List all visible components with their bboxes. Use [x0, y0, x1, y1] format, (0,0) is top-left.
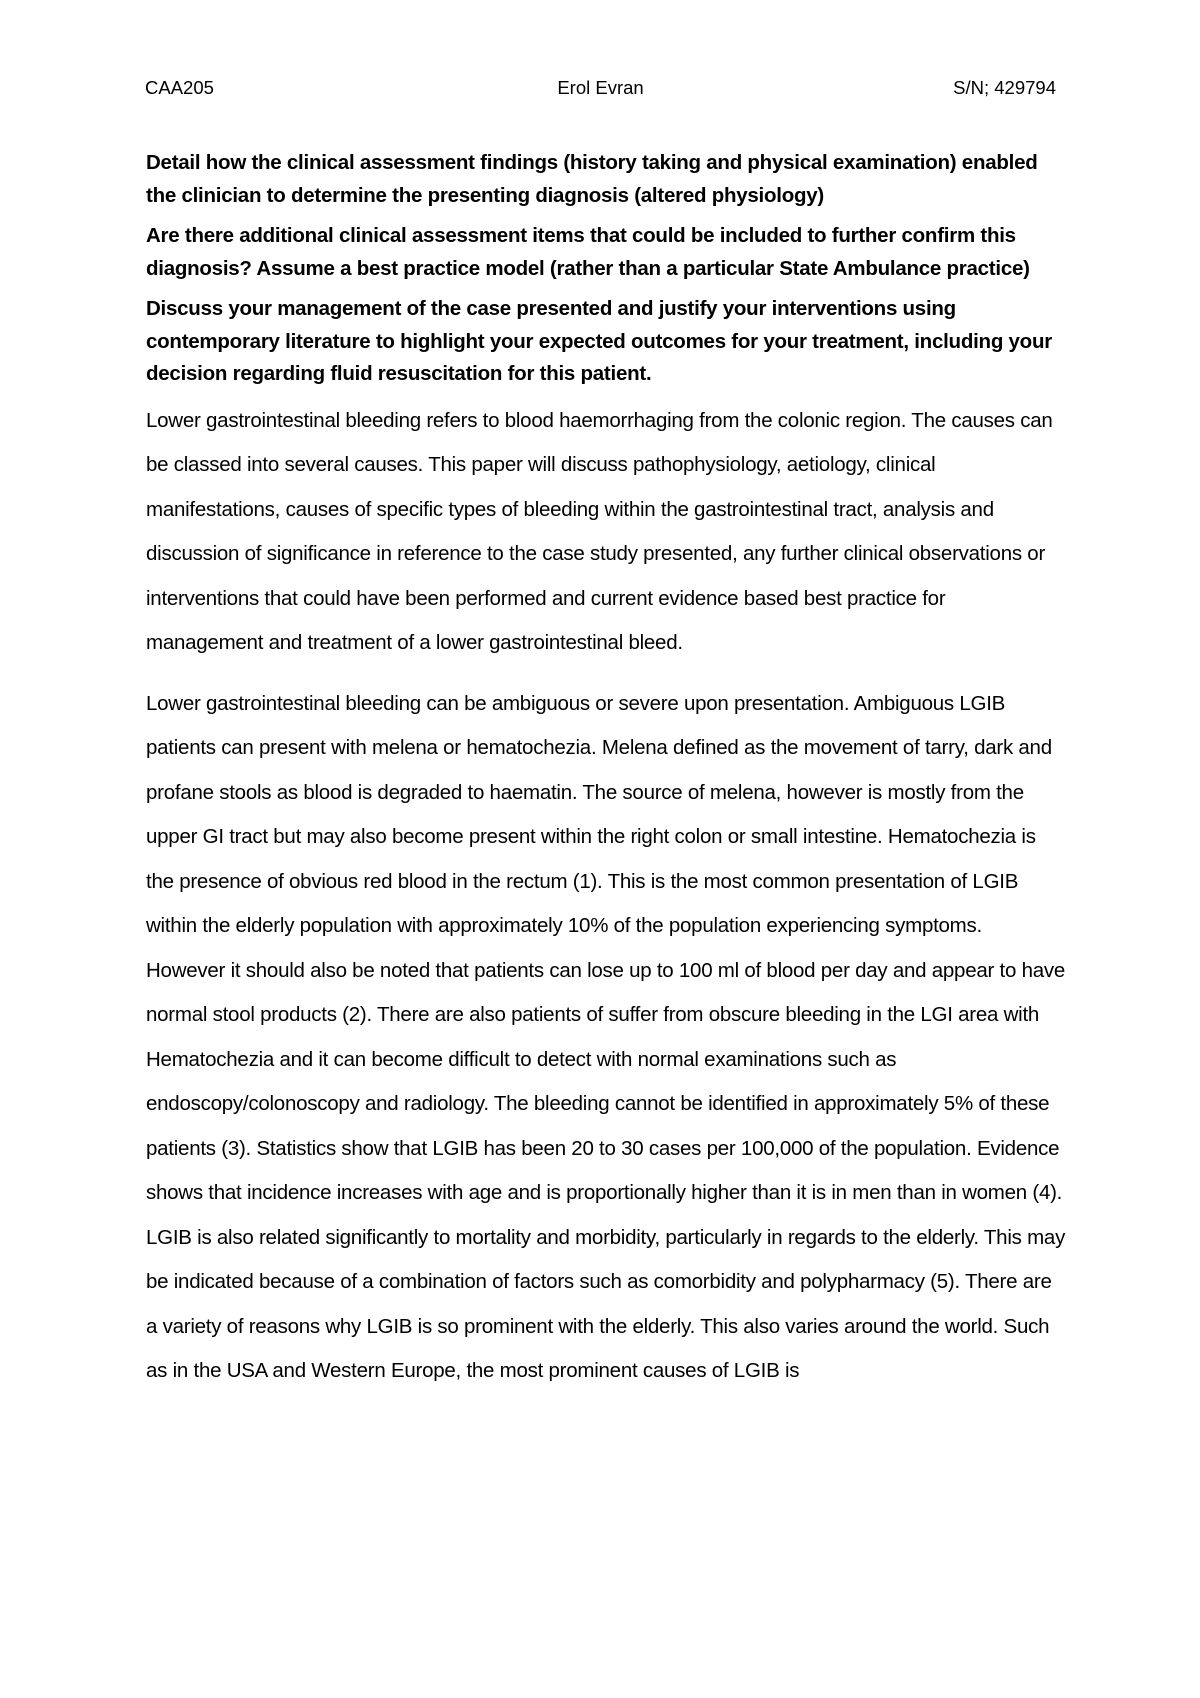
author-name: Erol Evran	[557, 77, 644, 98]
page-header	[145, 75, 1056, 101]
question-3: Discuss your management of the case presented and justify your interventions using contemporary literature to highlight your expected outcomes for your treatment, including your decision regarding fluid resuscitation for this patient.	[146, 297, 1052, 385]
student-number: S/N; 429794	[953, 77, 1056, 98]
paragraph-2: Lower gastrointestinal bleeding can be ambiguous or severe upon presentation. Ambiguous LGIB patients can present with melena or hematochezia. Melena defined as the movement of tarry, dark and profane stools as blood is degraded to haematin. The source of melena, however is mostly from the upper GI tract but may also become present within the right colon or small intestine. Hematochezia is the presence of obvious red blood in the rectum (1). This is the most common presentation of LGIB within the elderly population with approximately 10% of the population experiencing symptoms. However it should also be noted that patients can lose up to 100 ml of blood per day and appear to have normal stool products (2). There are also patients of suffer from obscure bleeding in the LGI area with Hematochezia and it can become difficult to detect with normal examinations such as endoscopy/colonoscopy and radiology. The bleeding cannot be identified in approximately 5% of these patients (3). Statistics show that LGIB has been 20 to 30 cases per 100,000 of the population. Evidence shows that incidence increases with age and is proportionally higher than it is in men than in women (4). LGIB is also related significantly to mortality and morbidity, particularly in regards to the elderly. This may be indicated because of a combination of factors such as comorbidity and polypharmacy (5). There are a variety of reasons why LGIB is so prominent with the elderly. This also varies around the world. Such as in the USA and Western Europe, the most prominent causes of LGIB is	[146, 691, 1066, 1382]
course-code: CAA205	[145, 77, 214, 98]
question-1: Detail how the clinical assessment findings (history taking and physical examination) enabled the clinician to determine the presenting diagnosis (altered physiology)	[146, 151, 1038, 207]
document-body	[146, 147, 1066, 1394]
question-2: Are there additional clinical assessment items that could be included to further confirm this diagnosis? Assume a best practice model (rather than a particular State Ambulance practice)	[146, 224, 1030, 280]
paragraph-1: Lower gastrointestinal bleeding refers to blood haemorrhaging from the colonic region. The causes can be classed into several causes. This paper will discuss pathophysiology, aetiology, clinical manifestations, causes of specific types of bleeding within the gastrointestinal tract, analysis and discussion of significance in reference to the case study presented, any further clinical observations or interventions that could have been performed and current evidence based best practice for management and treatment of a lower gastrointestinal bleed.	[146, 408, 1053, 654]
